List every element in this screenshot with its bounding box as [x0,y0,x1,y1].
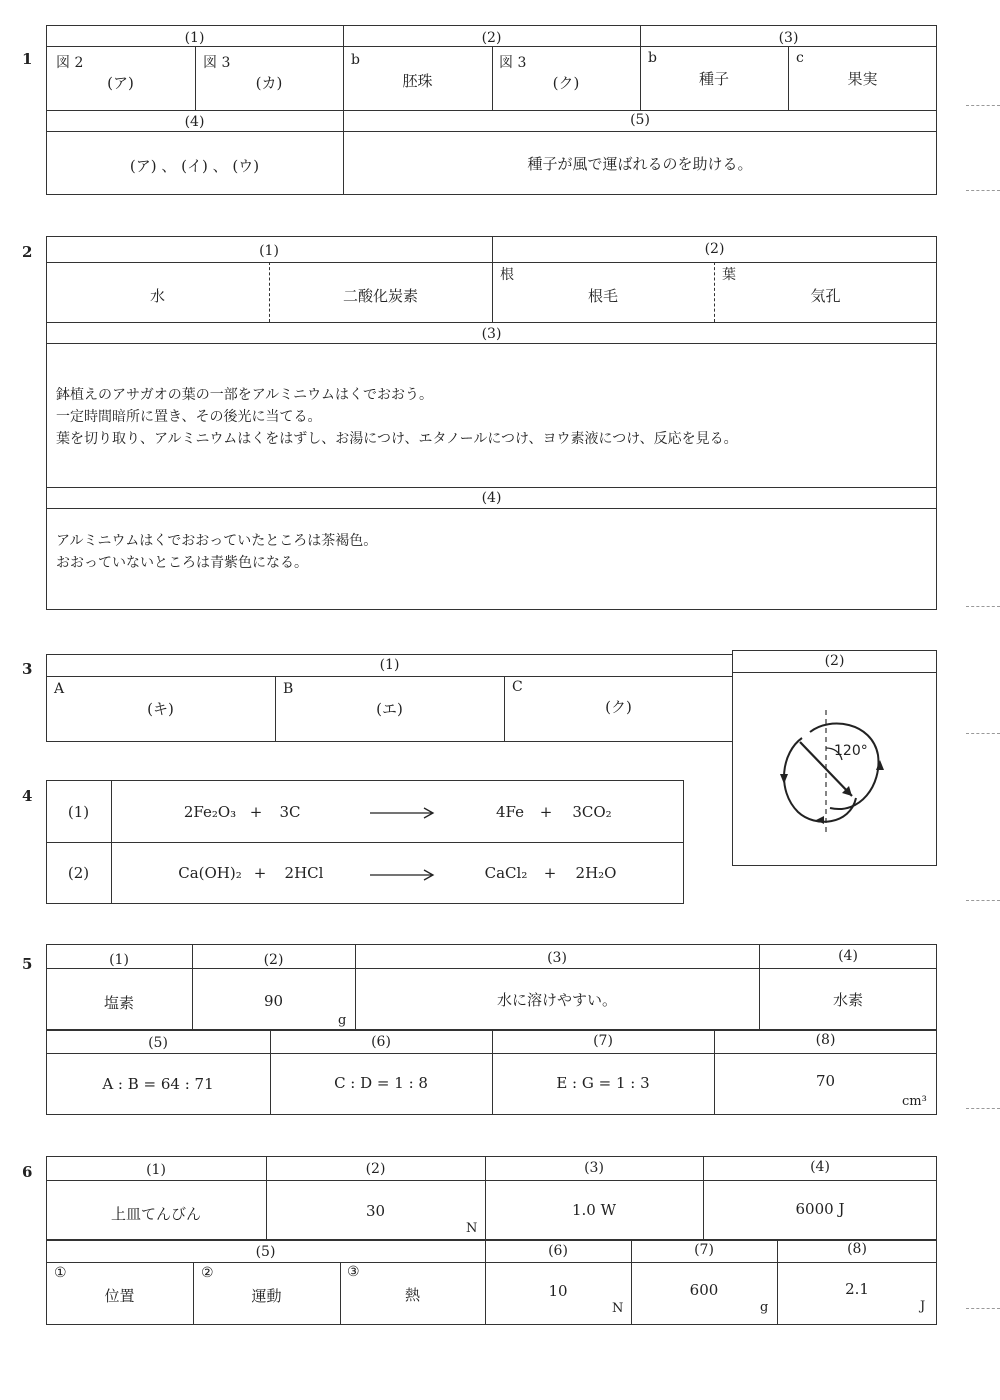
question-5-number: 5 [22,955,33,973]
q6-part7-answer: 600 [689,1281,719,1299]
q6-sub2-answer: 運動 [251,1287,282,1305]
edge-mark [966,1108,1000,1109]
q6-part2-header: (2) [365,1161,386,1177]
q2-part3-header: (3) [481,326,502,342]
q5-part7-answer: E : G = 1 : 3 [556,1074,650,1092]
q5-part2-unit: g [338,1013,347,1028]
q5-part4-answer: 水素 [832,991,863,1009]
q4-row2-product1: CaCl₂ [484,864,528,882]
q3-c-answer: (ク) [605,698,632,716]
q1-cell4-label: 図 3 [499,55,527,71]
q3-part1-header: (1) [379,657,400,673]
q6-part4-answer: 6000 J [795,1200,845,1218]
q2-part1-answer-water: 水 [149,287,165,305]
q4-row1-plus1: + [249,803,263,821]
q6-part1-answer: 上皿てんびん [110,1205,201,1223]
q6-part7-unit: g [760,1300,769,1315]
q2-part1-answer-co2: 二酸化炭素 [342,287,418,305]
q1-cell5-label: b [648,50,657,66]
divider [46,842,684,843]
question-6-number: 6 [22,1163,33,1181]
q2-part3-answer-line3: 葉を切り取り、アルミニウムはくをはずし、お湯につけ、エタノールにつけ、ヨウ素液につけ、反応を見る。 [56,431,738,447]
q5-part4-header: (4) [838,948,858,964]
q6-sub1-answer: 位置 [104,1287,135,1305]
q4-row2-reactant2: 2HCl [284,864,324,882]
q6-part1-header: (1) [146,1162,166,1178]
question-1-number: 1 [22,50,33,68]
q6-part8-unit: J [920,1299,926,1314]
edge-mark [966,606,1000,607]
q1-part1-header: (1) [184,30,205,46]
divider [46,1180,937,1181]
q1-cell4-answer: (ク) [552,74,580,92]
q3-a-label: A [54,681,65,697]
q5-part5-header: (5) [148,1035,168,1051]
q4-row1-product1: 4Fe [495,803,524,821]
reaction-arrow-icon [370,806,436,820]
q6-part2-answer: 30 [365,1202,386,1220]
q1-part3-header: (3) [778,30,799,46]
q2-part3-answer-line2: 一定時間暗所に置き、その後光に当てる。 [56,409,322,425]
q4-row2-label: (2) [67,864,90,882]
rotation-angle-label: 120° [834,743,868,759]
q6-part7-header: (7) [694,1242,714,1258]
question-3-number: 3 [22,660,33,678]
divider [46,487,937,488]
q1-cell3-label: b [351,52,360,68]
q5-part6-answer: C : D = 1 : 8 [334,1074,428,1092]
q5-part3-answer: 水に溶けやすい。 [496,991,617,1009]
q3-b-label: B [283,681,294,697]
q1-cell2-answer: (カ) [255,74,283,92]
divider [46,322,937,323]
q4-row2-plus1: + [253,864,267,882]
q6-sub3-answer: 熱 [404,1286,420,1304]
edge-mark [966,105,1000,106]
q2-part3-answer-line1: 鉢植えのアサガオの葉の一部をアルミニウムはくでおおう。 [56,387,434,403]
q4-row2-reactant1: Ca(OH)₂ [178,864,242,882]
question-2-number: 2 [22,243,33,261]
q6-sub2-mark: ② [201,1265,214,1281]
q1-cell6-answer: 果実 [847,70,878,88]
q1-cell1-label: 図 2 [56,55,84,71]
q6-part4-header: (4) [810,1159,830,1175]
edge-mark [966,190,1000,191]
q6-part8-header: (8) [847,1241,867,1257]
reaction-arrow-icon [370,868,436,882]
edge-mark [966,1308,1000,1309]
q2-part4-answer-line1: アルミニウムはくでおおっていたところは茶褐色。 [56,533,378,549]
q6-part6-unit: N [612,1301,624,1316]
q4-row1-reactant2: 3C [279,803,301,821]
q5-part6-header: (6) [371,1034,391,1050]
q5-part7-header: (7) [593,1033,613,1049]
divider [46,110,937,111]
q2-part4-header: (4) [481,490,502,506]
q1-cell1-answer: (ア) [107,74,134,92]
rotation-diagram [760,700,910,840]
q2-part1-header: (1) [259,243,279,259]
q4-row1-label: (1) [67,803,90,821]
divider [46,131,937,132]
q6-part2-unit: N [466,1221,478,1236]
q1-cell3-answer: 胚珠 [402,72,433,90]
q6-part3-header: (3) [584,1160,604,1176]
q4-row1-plus2: + [539,803,553,821]
divider [46,1262,937,1263]
divider [46,676,733,677]
q2-root-answer: 根毛 [587,287,618,305]
q3-b-answer: (エ) [376,700,403,718]
q5-part8-unit: cm³ [902,1094,927,1109]
divider [46,968,937,969]
q5-part1-header: (1) [109,952,129,968]
q6-part8-answer: 2.1 [845,1280,869,1298]
q2-leaf-answer: 気孔 [810,287,841,305]
q5-part8-answer: 70 [815,1072,836,1090]
q5-part8-header: (8) [815,1032,836,1048]
q5-part5-answer: A : B = 64 : 71 [102,1075,214,1093]
divider [732,672,937,673]
q1-part5-answer: 種子が風で運ばれるのを助ける。 [527,155,753,173]
edge-mark [966,733,1000,734]
q2-part2-header: (2) [704,241,725,257]
divider [46,508,937,509]
q1-cell5-answer: 種子 [698,70,729,88]
q1-part4-answer: (ア) 、 (イ) 、 (ウ) [129,157,260,175]
divider [46,343,937,344]
q3-a-answer: (キ) [147,700,174,718]
q5-part1-answer: 塩素 [103,994,134,1012]
q6-part6-header: (6) [548,1243,568,1259]
q1-part2-header: (2) [481,30,502,46]
q1-part4-header: (4) [184,114,205,130]
q4-row2-product2: 2H₂O [575,864,617,882]
q2-leaf-label: 葉 [722,267,736,283]
q3-part2-header: (2) [824,653,845,669]
q3-c-label: C [512,679,523,695]
q5-part2-header: (2) [263,952,284,968]
q2-part4-answer-line2: おおっていないところは青紫色になる。 [56,555,308,571]
q1-cell2-label: 図 3 [203,55,231,71]
q4-row1-product2: 3CO₂ [572,803,612,821]
q6-part3-answer: 1.0 W [571,1201,617,1219]
q6-sub1-mark: ① [54,1265,67,1281]
edge-mark [966,900,1000,901]
q5-part3-header: (3) [547,950,567,966]
q4-row1-reactant1: 2Fe₂O₃ [183,803,237,821]
q1-cell6-label: c [796,50,804,66]
question-4-number: 4 [22,787,33,805]
q2-root-label: 根 [500,267,514,283]
q6-part6-answer: 10 [548,1282,568,1300]
q6-sub3-mark: ③ [347,1264,360,1280]
q4-row2-plus2: + [543,864,557,882]
q1-part5-header: (5) [630,112,650,128]
q6-part5-header: (5) [255,1244,276,1260]
q5-part2-answer: 90 [263,992,284,1010]
divider [111,780,112,904]
